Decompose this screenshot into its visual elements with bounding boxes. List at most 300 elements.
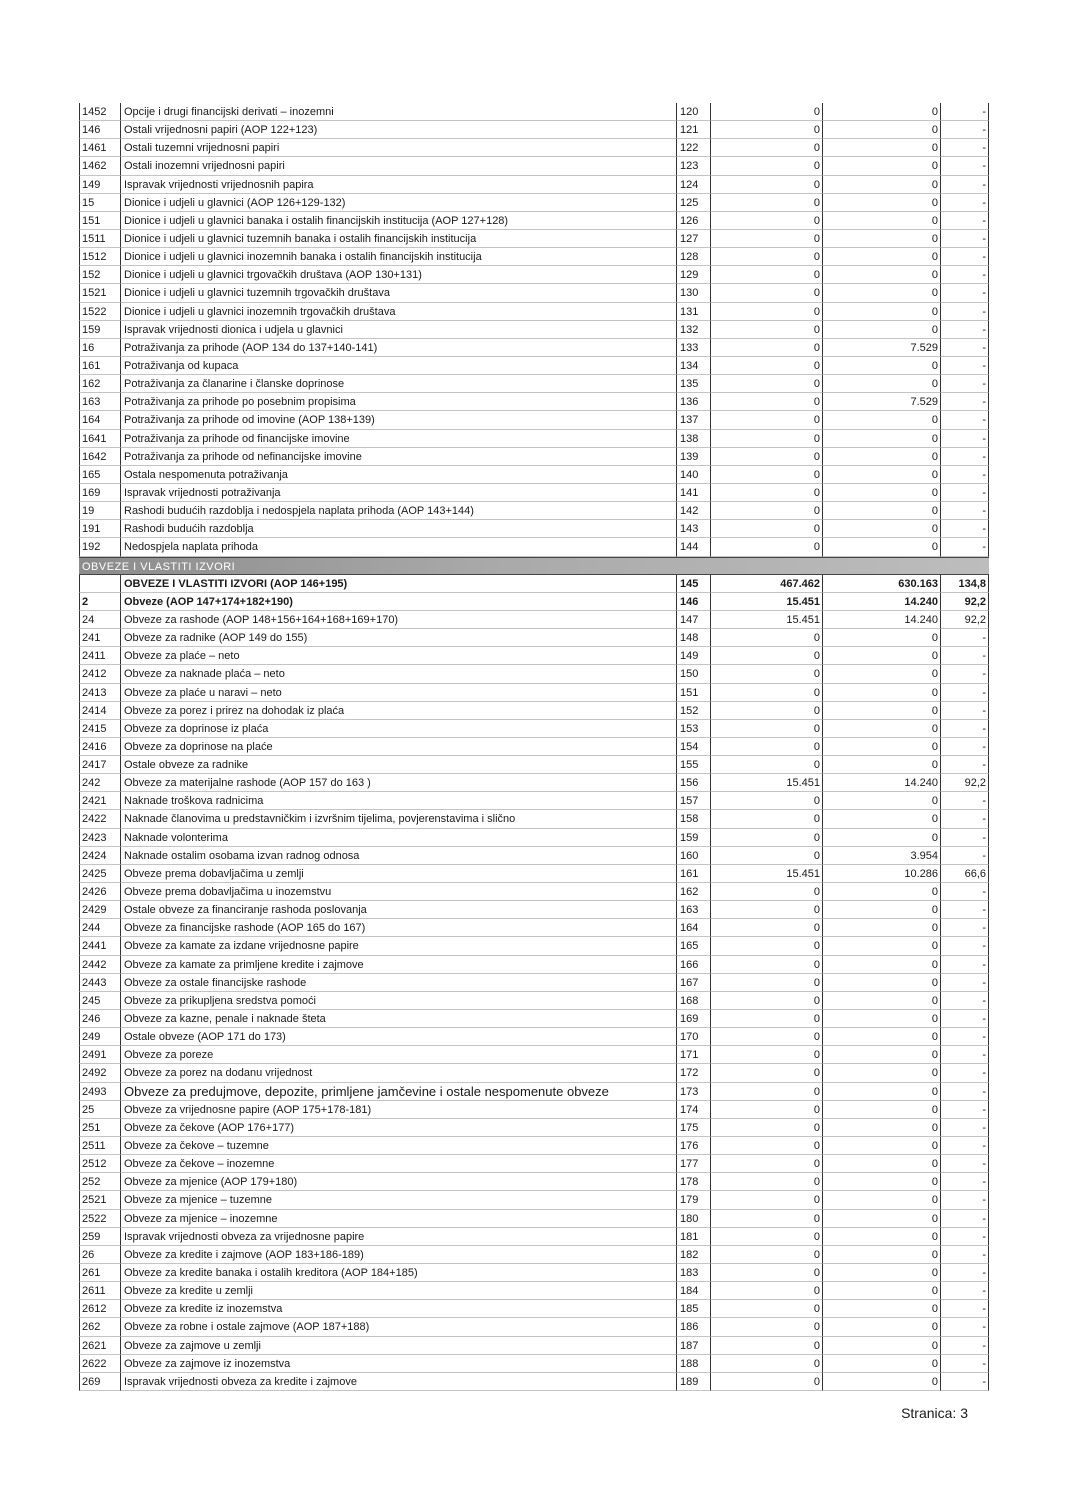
index-value: -	[940, 448, 989, 466]
previous-year-value: 0	[710, 647, 822, 665]
account-name: Nedospjela naplata prihoda	[120, 538, 676, 556]
current-year-value: 0	[822, 1210, 940, 1228]
account-code: 2413	[79, 684, 120, 702]
current-year-value: 0	[822, 194, 940, 212]
account-code: 244	[79, 919, 120, 937]
table-row	[79, 212, 989, 230]
aop-code: 185	[676, 1300, 710, 1318]
index-value: -	[940, 792, 989, 810]
aop-code: 160	[676, 847, 710, 865]
account-name: OBVEZE I VLASTITI IZVORI (AOP 146+195)	[120, 575, 676, 593]
table-row	[79, 919, 989, 937]
table-row	[79, 901, 989, 919]
aop-code: 137	[676, 411, 710, 429]
current-year-value: 14.240	[822, 774, 940, 792]
aop-code: 120	[676, 103, 710, 121]
previous-year-value: 0	[710, 1083, 822, 1101]
aop-code: 141	[676, 484, 710, 502]
aop-code: 151	[676, 684, 710, 702]
account-name: Obveze za doprinose na plaće	[120, 738, 676, 756]
previous-year-value: 0	[710, 1246, 822, 1264]
previous-year-value: 0	[710, 1318, 822, 1336]
account-name: Obveze za poreze	[120, 1046, 676, 1064]
index-value: -	[940, 829, 989, 847]
table-row	[79, 1191, 989, 1209]
aop-code: 155	[676, 756, 710, 774]
aop-code: 163	[676, 901, 710, 919]
current-year-value: 0	[822, 829, 940, 847]
index-value: -	[940, 1083, 989, 1101]
previous-year-value: 0	[710, 829, 822, 847]
previous-year-value: 0	[710, 321, 822, 339]
previous-year-value: 0	[710, 212, 822, 230]
index-value: -	[940, 847, 989, 865]
account-code: 2622	[79, 1355, 120, 1373]
account-code: 159	[79, 321, 120, 339]
table-row	[79, 738, 989, 756]
account-code: 16	[79, 339, 120, 357]
account-code: 2421	[79, 792, 120, 810]
account-name: Obveze za čekove – tuzemne	[120, 1137, 676, 1155]
account-code: 1642	[79, 448, 120, 466]
account-name: Obveze za mjenice – tuzemne	[120, 1191, 676, 1209]
table-row	[79, 520, 989, 538]
previous-year-value: 0	[710, 157, 822, 175]
account-name: Obveze za kredite banaka i ostalih kreditora (AOP 184+185)	[120, 1264, 676, 1282]
table-row	[79, 1373, 989, 1391]
index-value: -	[940, 284, 989, 302]
aop-code: 186	[676, 1318, 710, 1336]
account-code: 2423	[79, 829, 120, 847]
aop-code: 133	[676, 339, 710, 357]
aop-code: 183	[676, 1264, 710, 1282]
current-year-value: 0	[822, 684, 940, 702]
table-row	[79, 1228, 989, 1246]
account-code: 162	[79, 375, 120, 393]
current-year-value: 0	[822, 357, 940, 375]
table-row	[79, 411, 989, 429]
current-year-value: 0	[822, 629, 940, 647]
aop-code: 165	[676, 937, 710, 955]
aop-code: 149	[676, 647, 710, 665]
table-row	[79, 992, 989, 1010]
table-row	[79, 629, 989, 647]
account-name: Obveze za plaće – neto	[120, 647, 676, 665]
account-code: 169	[79, 484, 120, 502]
table-row	[79, 1318, 989, 1336]
current-year-value: 0	[822, 212, 940, 230]
current-year-value: 0	[822, 1246, 940, 1264]
previous-year-value: 0	[710, 792, 822, 810]
current-year-value: 0	[822, 1155, 940, 1173]
index-value: -	[940, 103, 989, 121]
aop-code: 184	[676, 1282, 710, 1300]
current-year-value: 0	[822, 756, 940, 774]
current-year-value: 0	[822, 266, 940, 284]
account-code: 2422	[79, 810, 120, 828]
account-name: Rashodi budućih razdoblja i nedospjela naplata prihoda (AOP 143+144)	[120, 502, 676, 520]
aop-code: 167	[676, 974, 710, 992]
current-year-value: 0	[822, 1101, 940, 1119]
aop-code: 176	[676, 1137, 710, 1155]
aop-code: 127	[676, 230, 710, 248]
table-row	[79, 303, 989, 321]
table-row	[79, 647, 989, 665]
account-name: Ispravak vrijednosti vrijednosnih papira	[120, 176, 676, 194]
table-row	[79, 484, 989, 502]
previous-year-value: 0	[710, 1010, 822, 1028]
previous-year-value: 0	[710, 1119, 822, 1137]
account-code: 245	[79, 992, 120, 1010]
account-name: Obveze za prikupljena sredstva pomoći	[120, 992, 676, 1010]
index-value: -	[940, 520, 989, 538]
account-name: Dionice i udjeli u glavnici trgovačkih društava (AOP 130+131)	[120, 266, 676, 284]
previous-year-value: 0	[710, 502, 822, 520]
previous-year-value: 0	[710, 738, 822, 756]
aop-code: 144	[676, 538, 710, 556]
account-code: 2511	[79, 1137, 120, 1155]
current-year-value: 0	[822, 901, 940, 919]
table-row	[79, 883, 989, 901]
aop-code: 134	[676, 357, 710, 375]
index-value: -	[940, 1101, 989, 1119]
index-value: -	[940, 1210, 989, 1228]
previous-year-value: 0	[710, 430, 822, 448]
current-year-value: 0	[822, 139, 940, 157]
account-code: 242	[79, 774, 120, 792]
current-year-value: 0	[822, 810, 940, 828]
index-value: -	[940, 992, 989, 1010]
current-year-value: 0	[822, 1046, 940, 1064]
account-code: 1462	[79, 157, 120, 175]
account-name: Ispravak vrijednosti obveza za kredite i zajmove	[120, 1373, 676, 1391]
index-value: -	[940, 538, 989, 556]
previous-year-value: 0	[710, 810, 822, 828]
index-value: -	[940, 321, 989, 339]
account-name: Obveze za predujmove, depozite, primljene jamčevine i ostale nespomenute obveze	[120, 1083, 676, 1101]
account-code: 2492	[79, 1064, 120, 1082]
table-row	[79, 1046, 989, 1064]
index-value: -	[940, 1173, 989, 1191]
previous-year-value: 467.462	[710, 575, 822, 593]
current-year-value: 0	[822, 466, 940, 484]
index-value: -	[940, 1300, 989, 1318]
table-row	[79, 702, 989, 720]
previous-year-value: 0	[710, 1064, 822, 1082]
aop-code: 140	[676, 466, 710, 484]
current-year-value: 0	[822, 738, 940, 756]
account-name: Dionice i udjeli u glavnici (AOP 126+129-132)	[120, 194, 676, 212]
account-name: Rashodi budućih razdoblja	[120, 520, 676, 538]
index-value: -	[940, 1137, 989, 1155]
table-row	[79, 774, 989, 792]
current-year-value: 0	[822, 1173, 940, 1191]
financial-statement-table	[79, 103, 989, 1391]
current-year-value: 0	[822, 1010, 940, 1028]
index-value: -	[940, 1318, 989, 1336]
account-code: 163	[79, 393, 120, 411]
account-code: 2491	[79, 1046, 120, 1064]
current-year-value: 0	[822, 520, 940, 538]
account-name: Ostale obveze za radnike	[120, 756, 676, 774]
current-year-value: 0	[822, 992, 940, 1010]
previous-year-value: 0	[710, 339, 822, 357]
account-name: Obveze za kazne, penale i naknade šteta	[120, 1010, 676, 1028]
previous-year-value: 0	[710, 303, 822, 321]
aop-code: 189	[676, 1373, 710, 1391]
account-code: 269	[79, 1373, 120, 1391]
table-row	[79, 466, 989, 484]
previous-year-value: 0	[710, 847, 822, 865]
previous-year-value: 0	[710, 357, 822, 375]
current-year-value: 0	[822, 956, 940, 974]
table-row	[79, 847, 989, 865]
aop-code: 157	[676, 792, 710, 810]
index-value: -	[940, 810, 989, 828]
previous-year-value: 0	[710, 901, 822, 919]
previous-year-value: 0	[710, 375, 822, 393]
account-name: Obveze za robne i ostale zajmove (AOP 187+188)	[120, 1318, 676, 1336]
table-row	[79, 103, 989, 121]
account-name: Obveze za kredite u zemlji	[120, 1282, 676, 1300]
index-value: -	[940, 176, 989, 194]
current-year-value: 7.529	[822, 393, 940, 411]
previous-year-value: 0	[710, 139, 822, 157]
index-value: -	[940, 357, 989, 375]
account-name: Ostala nespomenuta potraživanja	[120, 466, 676, 484]
account-code: 165	[79, 466, 120, 484]
account-code: 161	[79, 357, 120, 375]
account-code: 2414	[79, 702, 120, 720]
account-name: Ostali tuzemni vrijednosni papiri	[120, 139, 676, 157]
account-name: Naknade ostalim osobama izvan radnog odnosa	[120, 847, 676, 865]
aop-code: 182	[676, 1246, 710, 1264]
aop-code: 187	[676, 1337, 710, 1355]
account-name: Ostali inozemni vrijednosni papiri	[120, 157, 676, 175]
current-year-value: 0	[822, 248, 940, 266]
current-year-value: 0	[822, 1318, 940, 1336]
account-code: 252	[79, 1173, 120, 1191]
aop-code: 168	[676, 992, 710, 1010]
current-year-value: 0	[822, 1083, 940, 1101]
previous-year-value: 0	[710, 1373, 822, 1391]
current-year-value: 14.240	[822, 593, 940, 611]
account-name: Obveze za porez na dodanu vrijednost	[120, 1064, 676, 1082]
previous-year-value: 0	[710, 1137, 822, 1155]
index-value: -	[940, 720, 989, 738]
index-value: 92,2	[940, 611, 989, 629]
aop-code: 150	[676, 665, 710, 683]
previous-year-value: 0	[710, 1046, 822, 1064]
previous-year-value: 0	[710, 194, 822, 212]
account-name: Potraživanja za prihode (AOP 134 do 137+140-141)	[120, 339, 676, 357]
table-row	[79, 1246, 989, 1264]
previous-year-value: 0	[710, 393, 822, 411]
index-value: -	[940, 702, 989, 720]
index-value: -	[940, 121, 989, 139]
current-year-value: 0	[822, 1282, 940, 1300]
aop-code: 138	[676, 430, 710, 448]
current-year-value: 0	[822, 321, 940, 339]
account-code: 1641	[79, 430, 120, 448]
aop-code: 145	[676, 575, 710, 593]
aop-code: 143	[676, 520, 710, 538]
index-value: -	[940, 1337, 989, 1355]
account-name: Ispravak vrijednosti dionica i udjela u glavnici	[120, 321, 676, 339]
account-code: 1512	[79, 248, 120, 266]
previous-year-value: 0	[710, 284, 822, 302]
account-name: Obveze prema dobavljačima u zemlji	[120, 865, 676, 883]
aop-code: 177	[676, 1155, 710, 1173]
previous-year-value: 0	[710, 176, 822, 194]
account-name: Obveze za kamate za izdane vrijednosne papire	[120, 937, 676, 955]
previous-year-value: 0	[710, 230, 822, 248]
table-row	[79, 230, 989, 248]
index-value: -	[940, 1046, 989, 1064]
aop-code: 158	[676, 810, 710, 828]
aop-code: 181	[676, 1228, 710, 1246]
current-year-value: 0	[822, 303, 940, 321]
current-year-value: 7.529	[822, 339, 940, 357]
table-row	[79, 139, 989, 157]
aop-code: 173	[676, 1083, 710, 1101]
index-value: -	[940, 1191, 989, 1209]
current-year-value: 14.240	[822, 611, 940, 629]
previous-year-value: 0	[710, 665, 822, 683]
asset-rows	[79, 103, 989, 557]
index-value: -	[940, 883, 989, 901]
table-row	[79, 1083, 989, 1101]
index-value: -	[940, 339, 989, 357]
previous-year-value: 0	[710, 1300, 822, 1318]
aop-code: 126	[676, 212, 710, 230]
account-code: 2442	[79, 956, 120, 974]
aop-code: 172	[676, 1064, 710, 1082]
account-name: Obveze za financijske rashode (AOP 165 do 167)	[120, 919, 676, 937]
account-name: Obveze za kamate za primljene kredite i zajmove	[120, 956, 676, 974]
current-year-value: 0	[822, 1337, 940, 1355]
table-row	[79, 611, 989, 629]
current-year-value: 0	[822, 1028, 940, 1046]
previous-year-value: 0	[710, 1191, 822, 1209]
table-row	[79, 121, 989, 139]
account-name: Obveze za vrijednosne papire (AOP 175+178-181)	[120, 1101, 676, 1119]
account-name: Obveze za materijalne rashode (AOP 157 do 163 )	[120, 774, 676, 792]
index-value: -	[940, 212, 989, 230]
account-name: Potraživanja za prihode od imovine (AOP 138+139)	[120, 411, 676, 429]
index-value: -	[940, 466, 989, 484]
account-name: Dionice i udjeli u glavnici inozemnih banaka i ostalih financijskih institucija	[120, 248, 676, 266]
account-code: 2621	[79, 1337, 120, 1355]
table-row	[79, 194, 989, 212]
table-row	[79, 538, 989, 556]
account-code: 2521	[79, 1191, 120, 1209]
account-name: Dionice i udjeli u glavnici tuzemnih trgovačkih društava	[120, 284, 676, 302]
table-row	[79, 1173, 989, 1191]
previous-year-value: 0	[710, 466, 822, 484]
previous-year-value: 15.451	[710, 593, 822, 611]
index-value: -	[940, 756, 989, 774]
current-year-value: 0	[822, 284, 940, 302]
aop-code: 125	[676, 194, 710, 212]
account-name: Ostali vrijednosni papiri (AOP 122+123)	[120, 121, 676, 139]
table-row	[79, 974, 989, 992]
table-row	[79, 1282, 989, 1300]
current-year-value: 0	[822, 919, 940, 937]
aop-code: 170	[676, 1028, 710, 1046]
current-year-value: 0	[822, 121, 940, 139]
index-value: -	[940, 1355, 989, 1373]
previous-year-value: 0	[710, 702, 822, 720]
table-row	[79, 575, 989, 593]
account-code: 24	[79, 611, 120, 629]
aop-code: 128	[676, 248, 710, 266]
aop-code: 147	[676, 611, 710, 629]
account-name: Obveze za mjenice – inozemne	[120, 1210, 676, 1228]
aop-code: 169	[676, 1010, 710, 1028]
account-name: Ispravak vrijednosti potraživanja	[120, 484, 676, 502]
table-row	[79, 1300, 989, 1318]
aop-code: 135	[676, 375, 710, 393]
account-code: 2411	[79, 647, 120, 665]
previous-year-value: 0	[710, 883, 822, 901]
table-row	[79, 829, 989, 847]
account-name: Dionice i udjeli u glavnici inozemnih trgovačkih društava	[120, 303, 676, 321]
aop-code: 164	[676, 919, 710, 937]
account-code: 2	[79, 593, 120, 611]
current-year-value: 0	[822, 230, 940, 248]
aop-code: 162	[676, 883, 710, 901]
previous-year-value: 0	[710, 992, 822, 1010]
account-code: 1461	[79, 139, 120, 157]
current-year-value: 0	[822, 375, 940, 393]
account-name: Obveze za porez i prirez na dohodak iz plaća	[120, 702, 676, 720]
index-value: -	[940, 375, 989, 393]
account-code: 2441	[79, 937, 120, 955]
current-year-value: 0	[822, 647, 940, 665]
account-code: 261	[79, 1264, 120, 1282]
index-value: -	[940, 1264, 989, 1282]
aop-code: 136	[676, 393, 710, 411]
current-year-value: 0	[822, 1300, 940, 1318]
previous-year-value: 0	[710, 1337, 822, 1355]
previous-year-value: 0	[710, 1101, 822, 1119]
account-code: 2443	[79, 974, 120, 992]
previous-year-value: 0	[710, 1264, 822, 1282]
account-name: Obveze prema dobavljačima u inozemstvu	[120, 883, 676, 901]
account-name: Obveze za ostale financijske rashode	[120, 974, 676, 992]
current-year-value: 0	[822, 1137, 940, 1155]
index-value: -	[940, 248, 989, 266]
table-row	[79, 176, 989, 194]
account-name: Potraživanja za prihode od financijske imovine	[120, 430, 676, 448]
current-year-value: 0	[822, 702, 940, 720]
section-header-band	[79, 557, 989, 575]
current-year-value: 0	[822, 1191, 940, 1209]
index-value: -	[940, 411, 989, 429]
index-value: -	[940, 1282, 989, 1300]
account-code: 1521	[79, 284, 120, 302]
table-row	[79, 756, 989, 774]
account-code: 2424	[79, 847, 120, 865]
current-year-value: 0	[822, 1264, 940, 1282]
account-code: 2611	[79, 1282, 120, 1300]
account-code: 1511	[79, 230, 120, 248]
index-value: 134,8	[940, 575, 989, 593]
account-code: 2429	[79, 901, 120, 919]
aop-code: 153	[676, 720, 710, 738]
account-name: Potraživanja od kupaca	[120, 357, 676, 375]
